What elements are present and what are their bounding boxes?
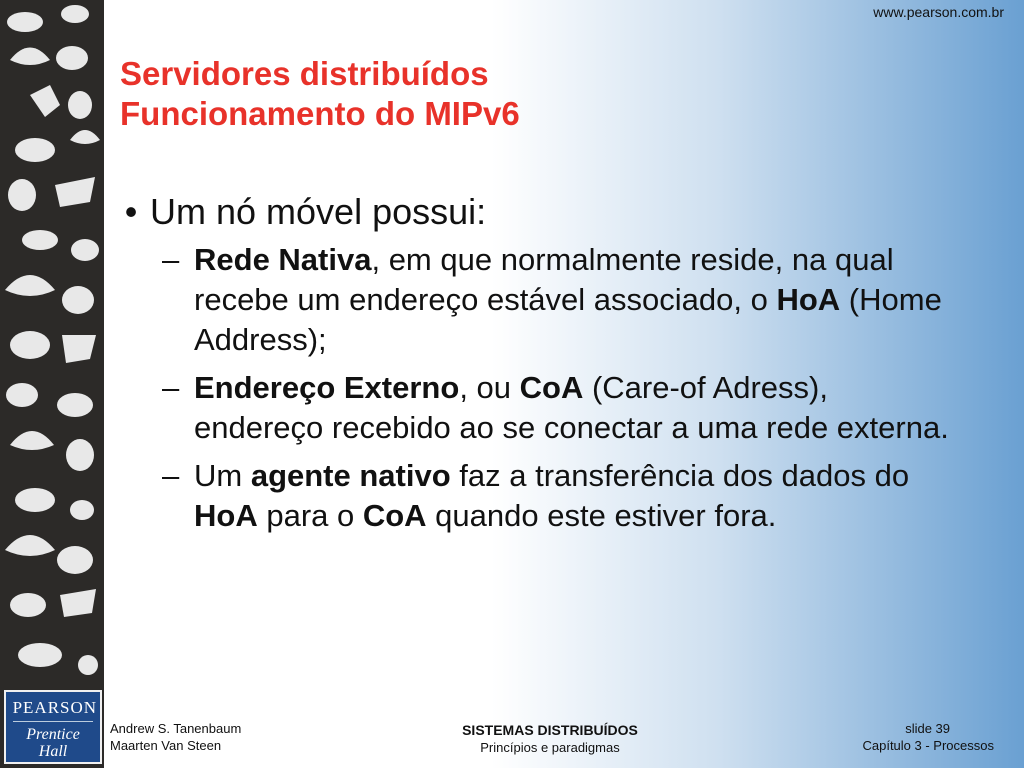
sub3-text-b: para o	[257, 498, 363, 533]
term-hoa: HoA	[776, 282, 841, 317]
sub1-tail: (Home Address);	[194, 282, 942, 357]
sub-bullet-agente-nativo	[162, 456, 972, 536]
main-bullet-text: Um nó móvel possui:	[150, 191, 487, 232]
footer-authors	[110, 720, 241, 754]
pearson-prentice-hall-logo	[4, 690, 102, 764]
term-coa: CoA	[519, 370, 584, 405]
chapter-label: Capítulo 3 - Processos	[862, 738, 994, 753]
slide-content	[112, 190, 972, 536]
sub-bullet-text	[194, 456, 954, 536]
term-hoa: HoA	[194, 498, 258, 533]
dash-icon: –	[162, 242, 180, 277]
logo-pearson-text: PEARSON	[13, 698, 94, 722]
sub-bullet-text	[194, 368, 954, 448]
publisher-url: www.pearson.com.br	[873, 4, 1004, 20]
sub3-lead: Um	[194, 458, 251, 493]
book-subtitle: Princípios e paradigmas	[480, 740, 620, 755]
sub-bullet-text	[194, 240, 954, 360]
term-coa: CoA	[362, 498, 427, 533]
footer-book	[400, 722, 700, 755]
bullet-icon: •	[124, 191, 138, 232]
sub2-text-b: (Care-of Adress), endereço recebido ao se conectar a uma rede externa.	[194, 370, 949, 445]
sub-bullet-rede-nativa	[162, 240, 972, 360]
slide-number: slide 39	[905, 721, 950, 736]
author-1: Andrew S. Tanenbaum	[110, 721, 242, 736]
author-2: Maarten Van Steen	[110, 738, 222, 753]
book-title: SISTEMAS DISTRIBUÍDOS	[462, 722, 638, 738]
main-bullet	[112, 190, 972, 234]
dash-icon: –	[162, 458, 180, 493]
logo-prentice-text: Prentice	[26, 726, 80, 743]
slide-title-line1: Servidores distribuídos	[120, 55, 489, 92]
footer-slide-info	[862, 720, 994, 754]
term-agente-nativo: agente nativo	[250, 458, 451, 493]
decorative-animal-strip	[0, 0, 104, 768]
sub1-text: , em que normalmente reside, na qual recebe um endereço estável associado, o	[194, 242, 894, 317]
slide-title	[120, 54, 820, 134]
term-endereco-externo: Endereço Externo	[194, 370, 460, 405]
dash-icon: –	[162, 370, 180, 405]
logo-hall-text: Hall	[38, 743, 68, 760]
term-rede-nativa: Rede Nativa	[194, 242, 372, 277]
animal-silhouettes-graphic	[0, 0, 104, 690]
slide-title-line2: Funcionamento do MIPv6	[120, 95, 520, 132]
sub-bullet-endereco-externo	[162, 368, 972, 448]
sub3-text-c: quando este estiver fora.	[426, 498, 777, 533]
sub3-text-a: faz a transferência dos dados do	[450, 458, 910, 493]
sub2-text-a: , ou	[459, 370, 520, 405]
